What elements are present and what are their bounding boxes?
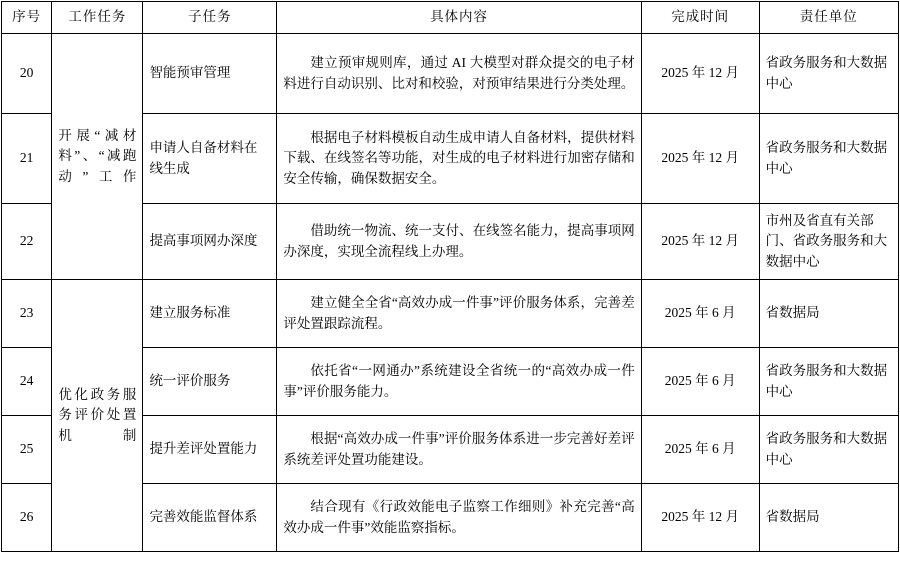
table-row	[2, 280, 899, 348]
cell-deadline: 2025 年 6 月	[641, 348, 759, 416]
cell-deadline: 2025 年 6 月	[641, 416, 759, 484]
cell-seq: 20	[2, 34, 52, 114]
cell-unit: 省政务服务和大数据中心	[759, 348, 898, 416]
table-header-row	[2, 2, 899, 34]
column-header-subtask: 子任务	[143, 2, 277, 34]
cell-seq: 22	[2, 204, 52, 280]
cell-seq: 25	[2, 416, 52, 484]
cell-subtask: 建立服务标准	[143, 280, 277, 348]
cell-detail: 依托省“一网通办”系统建设全省统一的“高效办成一件事”评价服务能力。	[277, 348, 641, 416]
column-header-deadline: 完成时间	[641, 2, 759, 34]
table-row	[2, 34, 899, 114]
cell-deadline: 2025 年 6 月	[641, 280, 759, 348]
table-body	[2, 34, 899, 552]
column-header-detail: 具体内容	[277, 2, 641, 34]
column-header-unit: 责任单位	[759, 2, 898, 34]
column-header-seq: 序号	[2, 2, 52, 34]
cell-task-group-2: 优化政务服务评价处置机制	[52, 280, 143, 552]
task-table	[1, 1, 899, 552]
cell-detail: 建立健全全省“高效办成一件事”评价服务体系，完善差评处置跟踪流程。	[277, 280, 641, 348]
cell-deadline: 2025 年 12 月	[641, 484, 759, 552]
cell-detail: 根据电子材料模板自动生成申请人自备材料，提供材料下载、在线签名等功能，对生成的电子材料进行加密存储和安全传输，确保数据安全。	[277, 114, 641, 204]
cell-deadline: 2025 年 12 月	[641, 114, 759, 204]
cell-detail: 建立预审规则库，通过 AI 大模型对群众提交的电子材料进行自动识别、比对和校验，对预审结果进行分类处理。	[277, 34, 641, 114]
cell-subtask: 提升差评处置能力	[143, 416, 277, 484]
cell-subtask: 智能预审管理	[143, 34, 277, 114]
cell-task-group-1: 开展“减材料”、“减跑动”工作	[52, 34, 143, 280]
cell-seq: 26	[2, 484, 52, 552]
cell-unit: 省政务服务和大数据中心	[759, 114, 898, 204]
cell-subtask: 申请人自备材料在线生成	[143, 114, 277, 204]
cell-seq: 24	[2, 348, 52, 416]
cell-detail: 根据“高效办成一件事”评价服务体系进一步完善好差评系统差评处置功能建设。	[277, 416, 641, 484]
document-page	[0, 1, 900, 564]
cell-subtask: 完善效能监督体系	[143, 484, 277, 552]
table-header	[2, 2, 899, 34]
cell-unit: 省数据局	[759, 280, 898, 348]
cell-unit: 市州及省直有关部门、省政务服务和大数据中心	[759, 204, 898, 280]
cell-unit: 省政务服务和大数据中心	[759, 34, 898, 114]
cell-unit: 省数据局	[759, 484, 898, 552]
cell-detail: 借助统一物流、统一支付、在线签名能力，提高事项网办深度，实现全流程线上办理。	[277, 204, 641, 280]
cell-detail: 结合现有《行政效能电子监察工作细则》补充完善“高效办成一件事”效能监察指标。	[277, 484, 641, 552]
cell-seq: 23	[2, 280, 52, 348]
cell-subtask: 统一评价服务	[143, 348, 277, 416]
cell-deadline: 2025 年 12 月	[641, 34, 759, 114]
cell-unit: 省政务服务和大数据中心	[759, 416, 898, 484]
cell-subtask: 提高事项网办深度	[143, 204, 277, 280]
cell-deadline: 2025 年 12 月	[641, 204, 759, 280]
column-header-task: 工作任务	[52, 2, 143, 34]
cell-seq: 21	[2, 114, 52, 204]
